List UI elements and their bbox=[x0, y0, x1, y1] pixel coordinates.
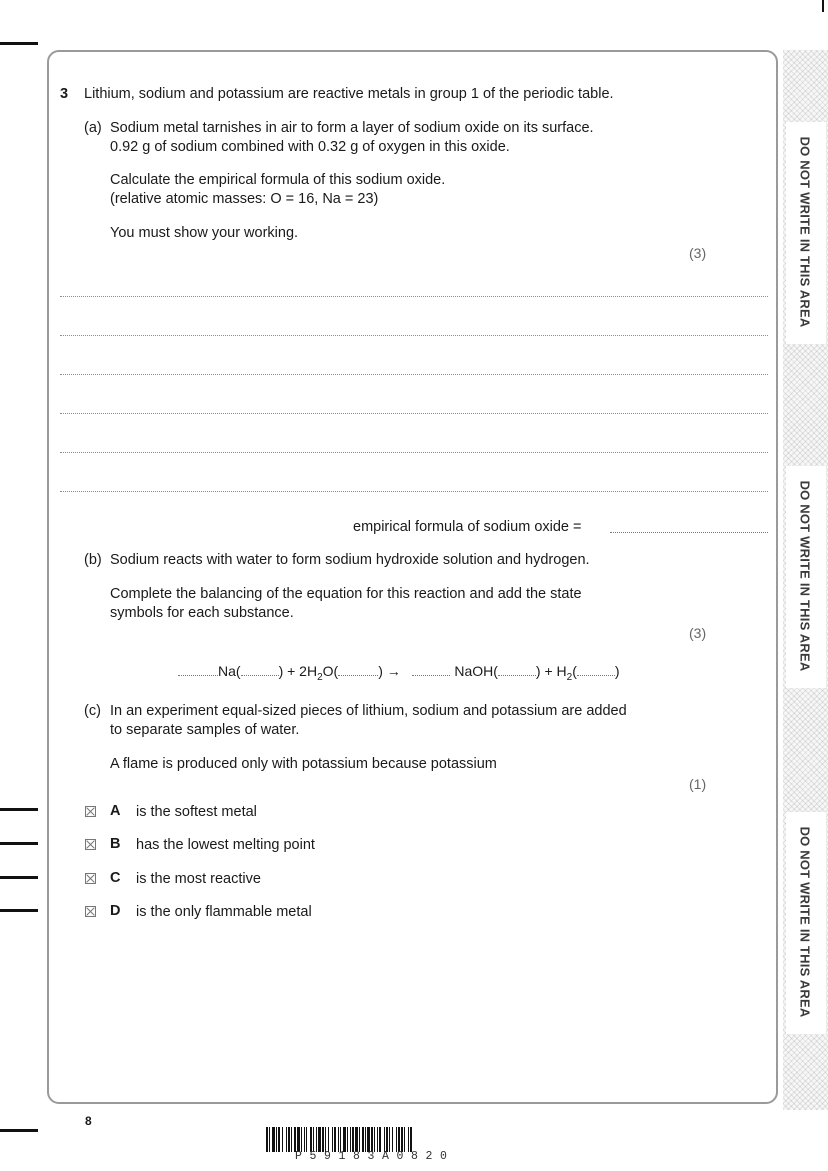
barcode-bar bbox=[318, 1127, 321, 1152]
option-a-letter: A bbox=[110, 803, 121, 819]
part-c-label: (c) bbox=[84, 703, 101, 719]
option-a-checkbox[interactable] bbox=[85, 806, 96, 817]
margin-mark bbox=[0, 909, 38, 912]
option-c-text: is the most reactive bbox=[136, 871, 261, 887]
part-a-working-note: You must show your working. bbox=[110, 225, 299, 241]
barcode-bar bbox=[338, 1127, 339, 1152]
barcode bbox=[266, 1127, 566, 1152]
empirical-formula-answer-line[interactable] bbox=[610, 532, 768, 533]
option-d-checkbox[interactable] bbox=[85, 906, 96, 917]
barcode-bar bbox=[313, 1127, 314, 1152]
eq-subscript: 2 bbox=[566, 671, 573, 683]
barcode-bar bbox=[401, 1127, 403, 1152]
barcode-bar bbox=[384, 1127, 385, 1152]
part-a-line1: Sodium metal tarnishes in air to form a layer of sodium oxide on its surface. bbox=[110, 120, 594, 136]
eq-plus-water: ) + 2H bbox=[278, 663, 318, 679]
eq-naoh: NaOH( bbox=[454, 663, 498, 679]
state-symbol-blank[interactable] bbox=[577, 663, 615, 676]
barcode-bar bbox=[367, 1127, 370, 1152]
barcode-bar bbox=[316, 1127, 317, 1152]
margin-mark bbox=[0, 42, 38, 45]
barcode-bar bbox=[272, 1127, 275, 1152]
barcode-bar bbox=[328, 1127, 329, 1152]
eq-end: ) bbox=[614, 663, 620, 679]
part-c-marks: (1) bbox=[689, 776, 707, 792]
barcode-bar bbox=[371, 1127, 373, 1152]
barcode-bar bbox=[310, 1127, 312, 1152]
barcode-bar bbox=[392, 1127, 393, 1152]
barcode-bar bbox=[379, 1127, 381, 1152]
barcode-bar bbox=[301, 1127, 302, 1152]
barcode-bar bbox=[410, 1127, 412, 1152]
barcode-bar bbox=[288, 1127, 290, 1152]
question-stem: Lithium, sodium and potassium are reactive metals in group 1 of the periodic table. bbox=[84, 86, 614, 102]
part-a-label: (a) bbox=[84, 120, 102, 136]
barcode-bar bbox=[355, 1127, 358, 1152]
barcode-bar bbox=[276, 1127, 277, 1152]
barcode-bar bbox=[334, 1127, 336, 1152]
option-d-text: is the only flammable metal bbox=[136, 904, 312, 920]
option-d-letter: D bbox=[110, 903, 121, 919]
eq-arrow: ) → bbox=[378, 663, 401, 679]
eq-water: O( bbox=[322, 663, 339, 679]
barcode-bar bbox=[347, 1127, 348, 1152]
answer-frame bbox=[47, 50, 778, 1104]
barcode-bar bbox=[278, 1127, 280, 1152]
balancing-equation bbox=[178, 662, 620, 687]
part-b-marks: (3) bbox=[689, 625, 707, 641]
barcode-bar bbox=[408, 1127, 409, 1152]
barcode-text: P59183A0820 bbox=[295, 1150, 455, 1163]
part-c-prompt: A flame is produced only with potassium because potassium bbox=[110, 756, 497, 772]
state-symbol-blank[interactable] bbox=[241, 663, 279, 676]
barcode-bar bbox=[282, 1127, 283, 1152]
barcode-bar bbox=[389, 1127, 390, 1152]
barcode-bar bbox=[332, 1127, 333, 1152]
barcode-bar bbox=[398, 1127, 400, 1152]
barcode-bar bbox=[377, 1127, 378, 1152]
part-c-line1: In an experiment equal-sized pieces of lithium, sodium and potassium are added bbox=[110, 703, 627, 719]
state-symbol-blank[interactable] bbox=[498, 663, 536, 676]
part-a-instruction: Calculate the empirical formula of this sodium oxide. bbox=[110, 172, 446, 188]
eq-open: ( bbox=[572, 663, 577, 679]
barcode-bar bbox=[350, 1127, 351, 1152]
empirical-formula-label: empirical formula of sodium oxide = bbox=[353, 519, 582, 535]
part-a-line2: 0.92 g of sodium combined with 0.32 g of oxygen in this oxide. bbox=[110, 139, 510, 155]
option-b-letter: B bbox=[110, 836, 121, 852]
part-b-instruction: Complete the balancing of the equation for this reaction and add the state bbox=[110, 586, 582, 602]
margin-warning: DO NOT WRITE IN THIS AREA bbox=[797, 136, 813, 328]
barcode-bar bbox=[322, 1127, 324, 1152]
eq-sodium: Na( bbox=[218, 663, 241, 679]
barcode-bar bbox=[266, 1127, 268, 1152]
answer-line[interactable] bbox=[60, 335, 768, 336]
margin-warning: DO NOT WRITE IN THIS AREA bbox=[797, 480, 813, 672]
page-number: 8 bbox=[85, 1114, 92, 1128]
barcode-bar bbox=[365, 1127, 366, 1152]
margin-mark bbox=[0, 808, 38, 811]
margin-mark bbox=[0, 876, 38, 879]
answer-line[interactable] bbox=[60, 452, 768, 453]
coefficient-blank[interactable] bbox=[412, 663, 450, 676]
barcode-bar bbox=[343, 1127, 346, 1152]
eq-subscript: 2 bbox=[317, 671, 323, 683]
barcode-bar bbox=[304, 1127, 305, 1152]
part-a-marks: (3) bbox=[689, 245, 707, 261]
option-c-letter: C bbox=[110, 870, 121, 886]
state-symbol-blank[interactable] bbox=[338, 663, 378, 676]
margin-warning: DO NOT WRITE IN THIS AREA bbox=[797, 826, 813, 1018]
option-b-text: has the lowest melting point bbox=[136, 837, 315, 853]
barcode-bar bbox=[325, 1127, 326, 1152]
part-b-label: (b) bbox=[84, 552, 102, 568]
barcode-bar bbox=[352, 1127, 354, 1152]
eq-plus-hydrogen: ) + H bbox=[535, 663, 567, 679]
option-a-text: is the softest metal bbox=[136, 804, 257, 820]
question-number: 3 bbox=[60, 86, 69, 102]
answer-line[interactable] bbox=[60, 296, 768, 297]
coefficient-blank[interactable] bbox=[178, 663, 218, 676]
answer-line[interactable] bbox=[60, 374, 768, 375]
part-b-line1: Sodium reacts with water to form sodium hydroxide solution and hydrogen. bbox=[110, 552, 590, 568]
barcode-bar bbox=[340, 1127, 341, 1152]
barcode-bar bbox=[386, 1127, 388, 1152]
margin-mark bbox=[0, 1129, 38, 1132]
barcode-bar bbox=[306, 1127, 307, 1152]
answer-line[interactable] bbox=[60, 413, 768, 414]
barcode-bar bbox=[269, 1127, 270, 1152]
part-c-line2: to separate samples of water. bbox=[110, 722, 300, 738]
barcode-bar bbox=[291, 1127, 292, 1152]
option-b-checkbox[interactable] bbox=[85, 839, 96, 850]
barcode-bar bbox=[374, 1127, 375, 1152]
barcode-bar bbox=[294, 1127, 296, 1152]
barcode-bar bbox=[396, 1127, 397, 1152]
barcode-bar bbox=[362, 1127, 364, 1152]
option-c-checkbox[interactable] bbox=[85, 873, 96, 884]
part-a-atomic-masses: (relative atomic masses: O = 16, Na = 23) bbox=[110, 191, 379, 207]
barcode-bar bbox=[359, 1127, 360, 1152]
barcode-bar bbox=[286, 1127, 287, 1152]
barcode-bar bbox=[297, 1127, 300, 1152]
corner-mark bbox=[822, 0, 824, 12]
part-b-instruction-2: symbols for each substance. bbox=[110, 605, 294, 621]
barcode-bar bbox=[404, 1127, 405, 1152]
answer-line[interactable] bbox=[60, 491, 768, 492]
margin-mark bbox=[0, 842, 38, 845]
